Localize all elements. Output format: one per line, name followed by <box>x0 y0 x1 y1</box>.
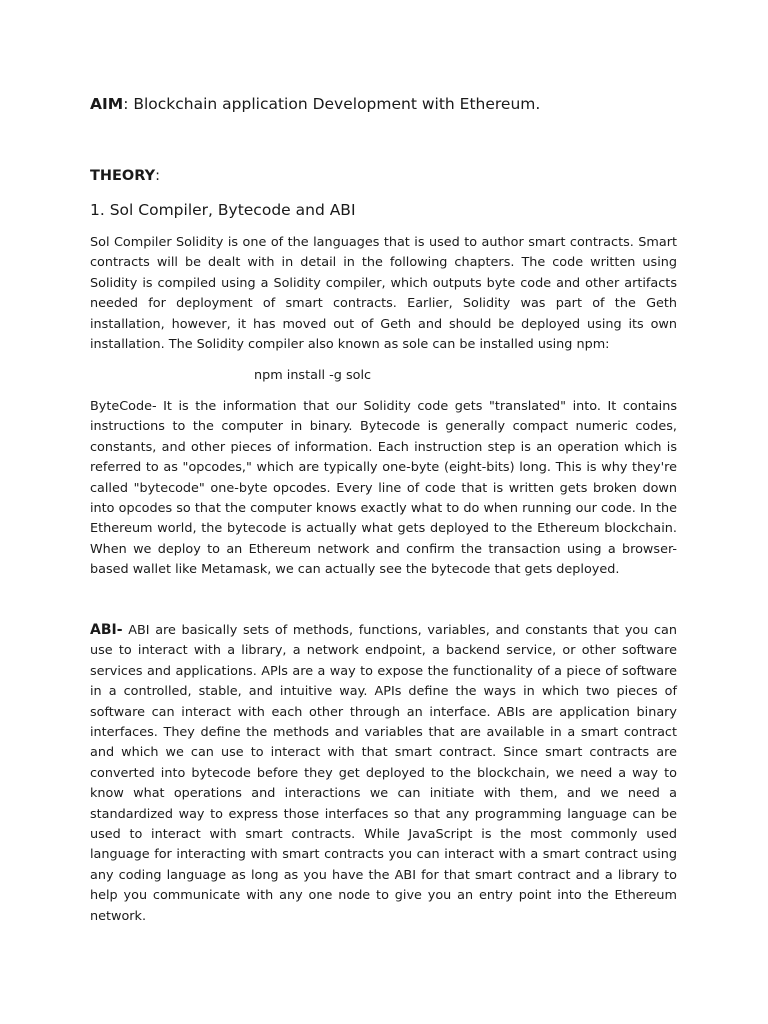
theory-heading <box>90 165 160 187</box>
aim-label: AIM <box>90 95 124 113</box>
install-command: npm install -g solc <box>254 368 372 383</box>
bytecode-paragraph: ByteCode- It is the information that our Solidity code gets "translated" into. It contains instructions to the computer in binary. Bytecode is generally compact numeric codes, constants, and other pieces of information. Each instruction step is an operation which is referred to as "opcodes," which are typically one-byte (eight-bits) long. This is why they're called "bytecode" one-byte opcodes. Every line of code that is written gets broken down into opcodes so that the computer knows exactly what to do when running our code. In the Ethereum world, the bytecode is actually what gets deployed to the Ethereum blockchain. When we deploy to an Ethereum network and confirm the transaction using a browser-based wallet like Metamask, we can actually see the bytecode that gets deployed. <box>90 399 677 578</box>
section-heading: 1. Sol Compiler, Bytecode and ABI <box>90 201 356 219</box>
aim-text: : Blockchain application Development with Ethereum. <box>123 95 541 113</box>
abi-label: ABI- <box>90 622 123 638</box>
abi-text: ABI are basically sets of methods, functions, variables, and constants that you can use to interact with a library, a network endpoint, a backend service, or other software services and applications. APls are a way to expose the functionality of a piece of software in a controlled, stable, and intuitive way. APIs define the ways in which two pieces of software can interact with each other through an interface. ABIs are application binary interfaces. They define the methods and variables that are available in a smart contract and which we can use to interact with that smart contract. Since smart contracts are converted into bytecode before they get deployed to the blockchain, we need a way to know what operations and interactions we can initiate with them, and we need a standardized way to express those interfaces so that any programming language can be used to interact with smart contracts. While JavaScript is the most commonly used language for interacting with smart contracts you can interact with a smart contract using any coding language as long as you have the ABI for that smart contract and a library to help you communicate with any one node to give you an entry point into the Ethereum network. <box>90 623 677 924</box>
sol-compiler-paragraph: Sol Compiler Solidity is one of the languages that is used to author smart contracts. Smart contracts will be dealt with in detail in the following chapters. The code written using Solidity is compiled using a Solidity compiler, which outputs byte code and other artifacts needed for deployment of smart contracts. Earlier, Solidity was part of the Geth installation, however, it has moved out of Geth and should be deployed using its own installation. The Solidity compiler also known as sole can be installed using npm: <box>90 235 677 353</box>
abi-paragraph <box>90 620 677 927</box>
aim-line <box>90 93 540 115</box>
theory-label: THEORY <box>90 168 156 184</box>
theory-suffix: : <box>155 168 161 184</box>
